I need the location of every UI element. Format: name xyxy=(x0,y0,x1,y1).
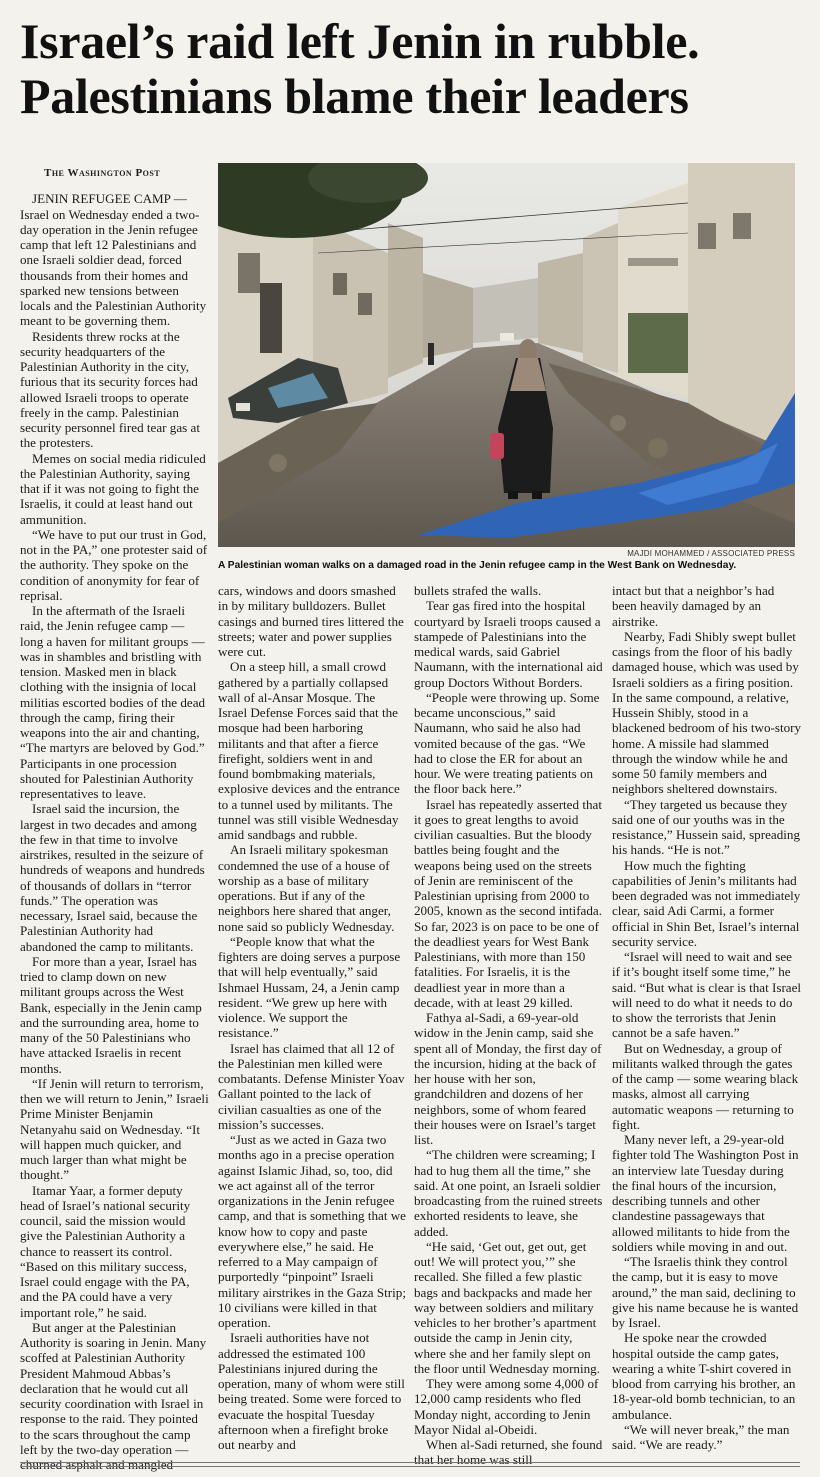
paragraph: “We will never break,” the man said. “We are ready.” xyxy=(612,1421,790,1452)
paragraph: Residents threw rocks at the security headquarters of the Palestinian Authority in the city, furious that its security forces had allowed Israeli troops to operate freely in the camp. Palestinian security personnel fired tear gas at the protesters. xyxy=(20,328,200,451)
paragraph: “People were throwing up. Some became unconscious,” said Naumann, who said he also had vomited because of the gas. “We had to close the ER for about an hour. We were treating patients on the floor back here.” xyxy=(414,689,600,797)
paragraph: JENIN REFUGEE CAMP — Israel on Wednesday ended a two-day operation in the Jenin refugee camp that left 12 Palestinians and one Israeli soldier dead, forced thousands from their homes and sparked new tensions between locals and the Palestinian Authority meant to be governing them. xyxy=(20,191,207,329)
paragraph: Fathya al-Sadi, a 69-year-old widow in the Jenin camp, said she spent all of Monday, the first day of the incursion, hiding at the back of her house with her son, grandchildren and dozens of her neighbors, some of whom feared their houses were on Israel’s target list. xyxy=(414,1010,602,1147)
paragraph-continued: bullets strafed the walls. xyxy=(414,583,542,598)
paragraph: For more than a year, Israel has tried to clamp down on new militant groups across the West Bank, especially in the Jenin camp and the surrounding area, home to many of the 50 Palestinians who have attacked Israelis in recent months. xyxy=(20,953,202,1076)
paragraph: “They targeted us because they said one of our youths was in the resistance,” Hussein said, spreading his hands. “He is not.” xyxy=(612,796,800,858)
paragraph: Nearby, Fadi Shibly swept bullet casings from the floor of his badly damaged house, which was used by Israeli soldiers as a firing position. In the same compound, a relative, Hussein Shibly, stood in a blackened bedroom of his two-story home. A missile had slammed through the window while he and some 50 family members and neighbors sheltered downstairs. xyxy=(612,628,802,797)
paragraph: “Just as we acted in Gaza two months ago in a precise operation against Islamic Jihad, so, too, did we act against all of the terror organizations in the Jenin refugee camp, and that is something that we know how to copy and paste everywhere else,” he said. He referred to a May campaign of purportedly “pinpoint” Israeli military airstrikes in the Gaza Strip; 10 civilians were killed in that operation. xyxy=(218,1132,406,1330)
paragraph: Israel has repeatedly asserted that it goes to great lengths to avoid civilian casualties. But the bloody battles being fought and the weapons being used on the streets of Jenin are reminiscent of the Palestinian uprising from 2000 to 2005, known as the second intifada. So far, 2023 is on pace to be one of the deadliest years for West Bank Palestinians, with more than 150 fatalities. For Israelis, it is the deadliest year in more than a decade, with at least 29 killed. xyxy=(414,796,602,1010)
paragraph: Memes on social media ridiculed the Palestinian Authority, saying that if it was not going to fight the Israelis, it could at least hand out ammunition. xyxy=(20,450,206,527)
paragraph: Israel said the incursion, the largest in two decades and among the few in that time to involve airstrikes, resulted in the seizure of hundreds of weapons and hundreds of thousands of dollars in “terror funds.” The operation was necessary, Israel said, because the Palestinian Authority had abandoned the camp to militants. xyxy=(20,801,205,954)
article-column-1 xyxy=(20,166,210,1472)
paragraph: Tear gas fired into the hospital courtyard by Israeli troops caused a stampede of Palestinians into the medical wards, said Gabriel Naumann, with the international aid group Doctors Without Borders. xyxy=(414,598,603,690)
photo-caption: A Palestinian woman walks on a damaged road in the Jenin refugee camp in the West Bank on Wednesday. xyxy=(218,560,737,571)
paragraph: “People know that what the fighters are doing serves a purpose that will help eventually,” said Ishmael Hussam, 24, a Jenin camp resident. “We grew up here with violence. We support the resistance.” xyxy=(218,933,401,1041)
paragraph-continued: intact but that a neighbor’s had been heavily damaged by an airstrike. xyxy=(612,583,775,629)
paragraph: “He said, ‘Get out, get out, get out! We will protect you,’” she recalled. She filled a few plastic bags and backpacks and made her way between soldiers and military vehicles to her brother’s apartment outside the camp in Jenin city, where she and her family slept on the floor until Wednesday morning. xyxy=(414,1238,600,1376)
paragraph: “Israel will need to wait and see if it’s bought itself some time,” he said. “But what is clear is that Israel will need to do what it needs to do to show the terrorists that Jenin cannot be a safe haven.” xyxy=(612,949,802,1041)
headline-line-2: Palestinians blame their leaders xyxy=(20,68,689,124)
paragraph: In the aftermath of the Israeli raid, the Jenin refugee camp — long a haven for militant groups — was in shambles and bristling with tension. Masked men in black clothing with the insignia of local militias escorted bodies of the dead through the camp, firing their weapons into the air and chanting, “The martyrs are beloved by God.” Participants in one procession shouted for Palestinian Authority representatives to leave. xyxy=(20,603,206,801)
bottom-rule-secondary xyxy=(20,1466,800,1467)
photo-credit: MAJDI MOHAMMED / ASSOCIATED PRESS xyxy=(627,549,795,558)
byline: The Washington Post xyxy=(44,167,161,179)
photo-illustration xyxy=(218,163,795,547)
paragraph: “If Jenin will return to terrorism, then we will return to Jenin,” Israeli Prime Minister Benjamin Netanyahu said on Wednesday. “It will happen much quicker, and much larger than what might be thought.” xyxy=(20,1075,209,1183)
paragraph: Itamar Yaar, a former deputy head of Israel’s national security council, said the mission would give the Palestinian Authority a chance to reassert its control. “Based on this military success, Israel could engage with the PA, and the PA could have a very important role,” he said. xyxy=(20,1182,191,1320)
article-column-3 xyxy=(414,583,604,1468)
paragraph: When al-Sadi returned, she found that her home was still xyxy=(414,1437,603,1468)
paragraph: On a steep hill, a small crowd gathered by a partially collapsed wall of al-Ansar Mosque. The Israel Defense Forces said that the mosque had been harboring militants and that after a fierce firefight, soldiers went in and found bombmaking materials, explosive devices and the entrance to a tunnel used by militants. The tunnel was still visible Wednesday amid sandbags and rubble. xyxy=(218,659,400,842)
headline xyxy=(20,14,810,124)
paragraph: Israeli authorities have not addressed the estimated 100 Palestinians injured during the operation, many of whom were still being treated. Some were forced to evacuate the hospital Tuesday afternoon when a firefight broke out nearby and xyxy=(218,1330,405,1452)
paragraph: Many never left, a 29-year-old fighter told The Washington Post in an interview late Tuesday during the final hours of the incursion, describing tunnels and other clandestine passageways that allowed militants to hide from the soldiers while moving in and out. xyxy=(612,1132,799,1254)
paragraph: “The children were screaming; I had to hug them all the time,” she said. At one point, an Israeli soldier broadcasting from the ruined streets exhorted residents to leave, she added. xyxy=(414,1147,603,1239)
bottom-rule xyxy=(20,1462,800,1463)
article-column-4 xyxy=(612,583,802,1452)
paragraph: He spoke near the crowded hospital outside the camp gates, wearing a white T-shirt covered in blood from carrying his brother, an 18-year-old bomb technician, to an ambulance. xyxy=(612,1330,796,1422)
paragraph: But anger at the Palestinian Authority is soaring in Jenin. Many scoffed at Palestinian Authority President Mahmoud Abbas’s declaration that he would cut all security coordination with Israel in response to the raid. They pointed to the scars throughout the camp left by the two-day operation — churned asphalt and mangled xyxy=(20,1319,207,1472)
article-photo xyxy=(218,163,795,547)
paragraph: Israel has claimed that all 12 of the Palestinian men killed were combatants. Defense Minister Yoav Gallant pointed to the lack of civilian casualties as one of the mission’s successes. xyxy=(218,1040,405,1132)
paragraph: They were among some 4,000 of 12,000 camp residents who fled Monday night, according to Jenin Mayor Nidal al-Obeidi. xyxy=(414,1376,599,1437)
headline-line-1: Israel’s raid left Jenin in rubble. xyxy=(20,13,700,69)
paragraph: “We have to put our trust in God, not in the PA,” one protester said of the authority. They spoke on the condition of anonymity for fear of reprisal. xyxy=(20,526,208,603)
paragraph: How much the fighting capabilities of Jenin’s militants had been degraded was not immediately clear, said Adi Carmi, a former official in Shin Bet, Israel’s internal security service. xyxy=(612,857,801,949)
paragraph: But on Wednesday, a group of militants walked through the gates of the camp — some wearing black masks, almost all carrying automatic weapons — returning to fight. xyxy=(612,1040,799,1132)
article-column-2 xyxy=(218,583,406,1452)
paragraph-continued: cars, windows and doors smashed in by military bulldozers. Bullet casings and burned tires littered the streets; water and power supplies were cut. xyxy=(218,583,404,659)
paragraph: “The Israelis think they control the camp, but it is easy to move around,” the man said, declining to give his name because he is wanted by Israel. xyxy=(612,1254,799,1330)
paragraph: An Israeli military spokesman condemned the use of a house of worship as a base of military operations. But if any of the neighbors here shared that anger, none said so publicly Wednesday. xyxy=(218,842,395,934)
